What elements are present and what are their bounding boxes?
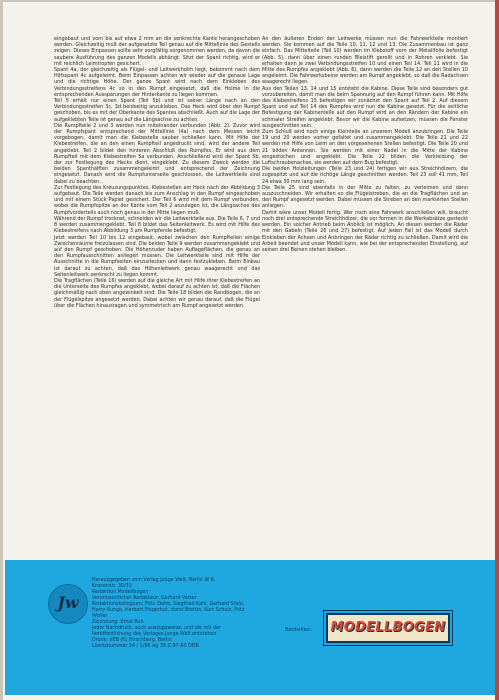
paragraph: An den äußeren Enden der Leitwerke müssen nun die Fahrwerkteile montiert werden. Sie kommen auf die Teile 10, 11, 12 und 13. Die Zusammenbau ist ganz einfach. Das Mittelteile (Teil 10) werden im Klebstoff vorn der Metallfolie befestigt (Abb. 5), dann über einen runden Bleistift gerollt und in Rohren verklebt. Sie erhalten dann je zwei Verbindungsstreifen 10 und einen Teil 14. Teil 11 wird in die Mitte des Rumpfes angeklebt (Abb. 6), dann werden die Teile 12 an den Stellen 10 angeleimt. Die Fahrwerksbeine werden am Rumpf angeklebt, so daß die Radachsen waagerecht liegen. — [262, 36, 468, 86]
right-text-column — [262, 36, 468, 253]
paragraph: Die beiden Holzleitungen (Teile 23 und 24) fertigen wir aus Streichhölzern, die zugespitzt und auf die richtige Länge geschnitten werden. Teil 23 soll 41 mm, Teil 24 etwa 30 mm lang sein. — [262, 166, 468, 185]
paragraph: Damit wäre unser Modell fertig. Wer noch eine Fahrwerk anschließen will, braucht noch drei entsprechende Streichhölzer, die vor formen in die Werkabsätze gesteckt werden. Ein solcher Antrieb beim Anblick ist möglich. An diesen werden die Räder mit den Gabeln (Teile 26 und 27) befestigt. Auf jeden Fall ist das Modell durch Einkleben der Achsen und Anbringen der Räder richtig zu schließen. Damit wird die Arbeit beendet und unser Modell kann, wie bei der entsprechenden Einstellung, auf seinen drei Beinen stehen bleiben. — [262, 209, 468, 253]
imprint-line: Harry Runge, Herbert Fingerhut, Horst Brettin, Kurt Schulz, Fritz — [92, 608, 245, 613]
imprint-line: Lizenznummer 24 / 1/96 Ag 35-Z-97-60 DDR — [92, 644, 199, 649]
paragraph: Die Rumpfteile 2 und 3 werden nun miteinander verbunden (Abb. 2). Zuvor wird der Rumpfspant entsprechend der Mittellinie (4a) nach dem Messen leicht vorgebogen, damit man die Klebestelle sauber schließen kann. Mit Hilfe der Klebestreifen, die an den einen Rumpfteil angedruckt sind, wird der andere Teil angeklebt. Teil 2 bildet den hinteren Abschluß des Rumpfes. Er wird aus dem Rumpfteil mit dem Klebestreifen 5a verbunden. Anschließend wird der Spant 5b, der zur Festlegung des Hecks dient, eingeklebt. Zu diesem Zweck werden die beiden Spanthälften zusammengeleimt und entsprechend der Zeichnung eingesetzt. Danach wird die Rumpfunterseite geschlossen, die Leitwerkteile sind dabei zu beachten. — [54, 122, 260, 185]
paragraph: Zum Schluß wird noch einige Kleinteile an unserem Modell anzubringen. Die Teile 19 und 20 werden vorher gefaltet und zusammengeklebt. Die Teile 21 und 22 werden mit Hilfe von Leim an den vorgesehenen Stellen befestigt. Die Teile 20 und 21 bilden Antennen. Sie werden mit einer Nadel in die Mitte der Kabine eingestochen und angeklebt. Die Teile 22 bilden die Verkleidung der Luftschraubenachse, sie werden auf dem Bug befestigt. — [262, 129, 468, 167]
paragraph: Spant 4a, der gleichzeitig als Flügel- und Leitwerkholm liegt, bekommt nach dem Hilfsspant 4c aufgeleimt. Beim Einpassen achten wir wieder auf die genaue Lage und die richtige Höhe. Der ganze Spant wird nach dem Einkleben des Verbindungsstreifens 4c so in den Rumpf eingesetzt, daß die Holme in die entsprechenden Aussparungen der Hinterkante zu liegen kommen. — [54, 67, 260, 98]
imprint-line: Zeichnung: Ernst Ruh — [92, 620, 144, 625]
imprint-line: Veröffentlichung des Verlages Junge Welt entstehen — [92, 632, 217, 637]
brand-name: MODELLBOGEN — [330, 620, 446, 635]
paragraph: eingebaut und vorn bis auf etwa 2 mm an die senkrechte Kante herangeschoben werden. Gleichzeitig muß der aufgesetzte Teil genau auf die Mittellinie des Gestells zeigen. Dieses Einpassen sollte sehr sorgfältig vorgenommen werden, da davon die saubere Ausführung des ganzen Modells abhängt. Sitzt der Spant richtig, wird er mit reichlich Leimtropfen gesichert. — [54, 36, 260, 67]
modellbogen-badge — [326, 613, 450, 643]
imprint-line: Verantwortlicher Redakteur: Gerhard Vetter — [92, 596, 197, 601]
imprint-line: Herausgegeben vom Verlag Junge Welt, Berlin W 8, — [92, 578, 216, 583]
paragraph: Jetzt werden Teil 10 bis 12 eingebaut, wobei zwischen den Rumpfteilen einige Zwischenräume freizulassen sind. Die beiden Teile 9 werden zusammengeklebt und auf den Rumpf geschoben. Die Höhenruder haben Auflageflächen, die genau an den Rumpfausschnitten anliegen müssen. Die Leitwerkteile sind mit Hilfe der Ausschnitte in die Rumpfseiten einzustecken und dann festzukleben. Beim Einbau ist darauf zu achten, daß das Höhenleitwerk genau waagerecht und das Seitenleitwerk senkrecht zu liegen kommt. — [54, 234, 260, 278]
page-edge-left — [0, 0, 3, 700]
imprint-line: Kronenstr. 30/31 — [92, 584, 132, 589]
paragraph: Teil 5 erhält nur einen Spant (Teil 5b) und ist seiner Länge nach an den Verbindungsstreifen 3c, 3d beidseitig anzukleben. Das Heck wird über den Rumpf geschoben, bis es mit der Oberkante des Spantes abschließt. Auch auf die Lage der aufgeklebten Teile ist genau auf die Längsachse zu achten. — [54, 98, 260, 123]
paragraph: Die Tragflächen (Teile 16) werden auf die gleiche Art mit Hilfe ihrer Klebestreifen an die Unterseite des Rumpfes angeklebt, wobei darauf zu achten ist, daß die Flächen gleichmäßig nach oben angewinkelt sind. Die Teile 18 bilden die Randbogen, die an der Flügelspitze angesetzt werden. Dabei achten wir genau darauf, daß die Flügel über die Flächen hinausragen und symmetrisch am Rumpf angesetzt werden. — [54, 277, 260, 309]
imprint-line: Wolter — [92, 614, 108, 619]
paragraph: Aus den Teilen 13, 14 und 15 entsteht die Kabine. Diese Teile sind besonders gut vorzubereiten, damit man die beim Spannung auf den Rumpf führen kann. Mit Hilfe des Klebestreifens 15 befestigen wir zunächst den Spant auf Teil 2. Auf diesem Spant und auf Teil 14 des Rumpfes wird nun die Kabine gesetzt. Für die seitliche Befestigung der Kabinenteile auf den Rumpf wird an den Rändern der Kabine ein schmaler Streifen angeklebt. Bevor wir die Kabine aufsetzen, müssen die Fenster ausgeschnitten sein. — [262, 85, 468, 129]
imprint-line: Redaktion Modellbogen — [92, 590, 149, 595]
paragraph: Die Teile 25 sind ebenfalls in der Mitte zu falten, zu verleimen und dann auszuschneiden. Wir erhalten so die Flügelstreben, die an die Tragflächen und an den Rumpf angesetzt werden. Dabei müssen die Streben an den markierten Stellen anliegen. — [262, 184, 468, 210]
left-text-column — [54, 36, 260, 309]
publisher-imprint — [92, 578, 292, 650]
logo-lettering: Jw — [57, 593, 79, 612]
imprint-line: Redaktionskollegium: Fritz Ziehe, Siegfried Kahl, Gerhard Stahl, — [92, 602, 245, 607]
order-label: Bestellen: — [285, 627, 313, 633]
paragraph: Zur Festlegung des Kreuzungspunktes, Klebestellen am Heck nach der Abbildung 3 aufgebaut. Die Teile werden danach bis zum Anschlag in den Rumpf eingeschoben und mit einem Stück Papier gesichert. Der Teil 6 wird mit dem Rumpf verbunden, wobei die Rumpfspitze an der Kante vom Teil 2 anzulegen ist, die Längsachse des Rumpfvorderteils auch noch genau in der Mitte liegen muß. — [54, 184, 260, 216]
page-edge-top — [0, 0, 499, 2]
imprint-line: Jeder Nachdruck, auch auszugsweise, und die mit der — [92, 626, 221, 631]
imprint-line: Druck: VEB (K) Hirschberg, Berlin — [92, 638, 172, 643]
paragraph: Während der Rumpf trocknet, schneiden wir die Leitwerkteile aus. Die Teile 6, 7 und 8 werden zusammengeklebt. Teil 8 bildet das Seitenleitwerk. Es wird mit Hilfe des Klebestreifens nach Abbildung 3 am Rumpfende befestigt. — [54, 215, 260, 235]
publisher-logo — [48, 584, 88, 624]
page-edge-right — [495, 0, 499, 700]
